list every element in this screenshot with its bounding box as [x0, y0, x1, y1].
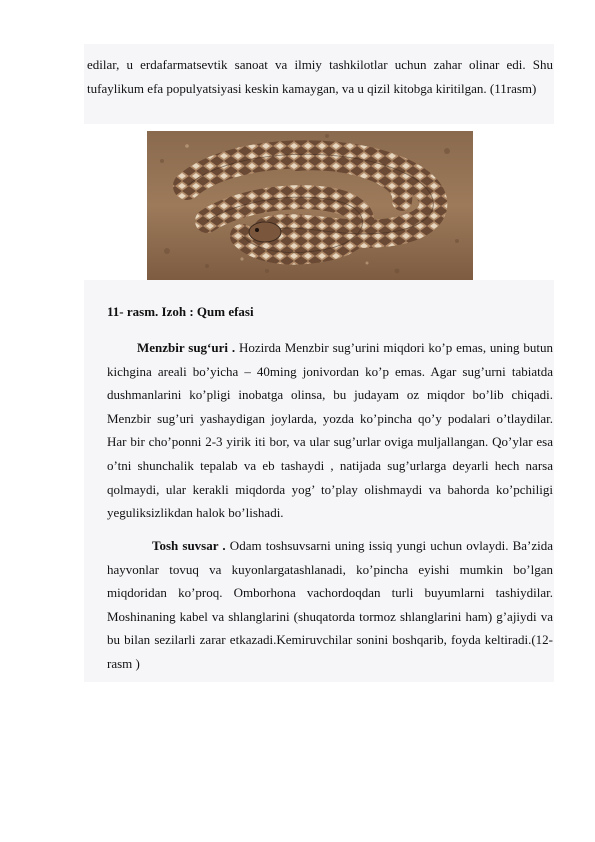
- heading-tosh-suvsar: Tosh suvsar .: [152, 538, 226, 553]
- heading-menzbir: Menzbir sug‘uri .: [137, 340, 236, 355]
- figure-caption: 11- rasm. Izoh : Qum efasi: [107, 304, 254, 319]
- paragraph-tosh-suvsar: [107, 534, 553, 676]
- paragraph-top: edilar, u erdafarmatsevtik sanoat va ilmiy tashkilotlar uchun zahar olinar edi. Shu tufaylikum efa populyatsiyasi keskin kamaygan, va u qizil kitobga kiritilgan. (11rasm): [87, 57, 553, 96]
- body-menzbir: Hozirda Menzbir sug’urini miqdori ko’p emas, uning butun kichgina areali bo’yicha – 40ming jonivordan ko’p emas. Agar sug’urni tabiatda dushmanlarini ko’pligi inobatga olinsa, bu judayam oz miqdor bo’lib chiqadi. Menzbir sug’uri yashaydigan joylarda, yozda ko’pincha qo’y podalari o’tlaydilar. Har bir cho’ponni 2-3 yirik iti bor, va ular sug’urlar oviga muljallangan. Qo’ylar esa o’tni shunchalik tepalab va eb tashaydi , natijada sug’urlarga deyarli hech narsa qolmaydi, ular kerakli miqdorda yog’ to’play olishmaydi va bahorda ko’pchiligi yeguliksizlikdan halok bo’lishadi.: [107, 340, 554, 521]
- body-tosh-suvsar: Odam toshsuvsarni uning issiq yungi uchun ovlaydi. Ba’zida hayvonlar tovuq va kuyonlargatashlanadi, ko’pincha eyishi mumkin bo’lgan miqdoridan ko’proq. Omborhona vachordoqdan turli buyumlarni tashiydilar. Moshinaning kabel va shlanglarini (shuqatorda tormoz shlanglarini ham) g’ajiydi va bu bilan sezilarli zarar etkazadi.Kemiruvchilar sonini boshqarib, foyda keltiradi.(12- rasm ): [107, 538, 553, 671]
- paragraph-menzbir: [107, 336, 553, 525]
- snake-photo: [147, 131, 473, 280]
